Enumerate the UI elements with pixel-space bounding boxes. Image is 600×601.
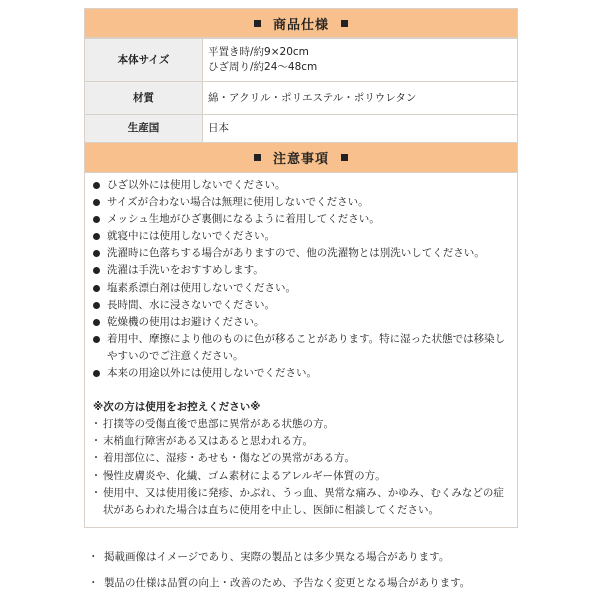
caution-item: メッシュ生地がひざ裏側になるように着用してください。 [89, 211, 517, 228]
caution-item: 着用中、摩擦により他のものに色が移ることがあります。特に湿った状態では移染しやすいのでご注意ください。 [89, 331, 517, 365]
spec-table [84, 38, 518, 143]
square-bullet-icon [254, 154, 261, 161]
caution-item: 洗濯時に色落ちする場合がありますので、他の洗濯物とは別洗いしてください。 [89, 245, 517, 262]
caution-item: サイズが合わない場合は無理に使用しないでください。 [89, 194, 517, 211]
bullet-dot-icon [93, 199, 100, 206]
middle-dot-mark: ・ [90, 418, 102, 431]
middle-dot-mark: ・ [90, 435, 102, 448]
caution-item: 長時間、水に浸さないでください。 [89, 297, 517, 314]
caution-item: 就寝中には使用しないでください。 [89, 228, 517, 245]
bullet-dot-icon [93, 182, 100, 189]
spec-row-size [85, 39, 518, 82]
contraindication-item: ・ 末梢血行障害がある又はあると思われる方。 [89, 433, 517, 450]
square-bullet-icon [254, 20, 261, 27]
contraindication-item: ・ 慢性皮膚炎や、化繊、ゴム素材によるアレルギー体質の方。 [89, 468, 517, 485]
spec-value-origin: 日本 [203, 115, 518, 143]
middle-dot-mark: ・ [90, 486, 102, 499]
caution-item: 本来の用途以外には使用しないでください。 [89, 365, 517, 382]
bullet-dot-icon [93, 233, 100, 240]
bullet-dot-icon [93, 267, 100, 274]
product-sheet [84, 8, 518, 528]
contraindication-item: ・ 着用部位に、湿疹・あせも・傷などの異常がある方。 [89, 450, 517, 467]
middle-dot-mark: ・ [88, 551, 99, 563]
caution-body [84, 173, 518, 528]
caution-item: ひざ以外には使用しないでください。 [89, 177, 517, 194]
square-bullet-icon [341, 154, 348, 161]
bullet-dot-icon [93, 285, 100, 292]
square-bullet-icon [341, 20, 348, 27]
bullet-dot-icon [93, 250, 100, 257]
middle-dot-mark: ・ [88, 577, 99, 589]
spec-value-size-flat: 平置き時/約9×20cm [208, 46, 309, 58]
caution-item: 乾燥機の使用はお避けください。 [89, 314, 517, 331]
footnote-item [88, 549, 558, 575]
contraindication-heading: ※次の方は使用をお控えください※ [93, 401, 261, 414]
spec-row-origin [85, 115, 518, 143]
bullet-dot-icon [93, 302, 100, 309]
spec-label-material: 材質 [85, 82, 203, 115]
spec-value-size [203, 39, 518, 82]
caution-section-header [84, 143, 518, 173]
caution-section-title: 注意事項 [272, 152, 329, 167]
bullet-dot-icon [93, 216, 100, 223]
middle-dot-mark: ・ [90, 469, 102, 482]
bullet-dot-icon [93, 370, 100, 377]
footnote-text: 掲載画像はイメージであり、実際の製品とは多少異なる場合があります。 [104, 551, 450, 563]
bullet-dot-icon [93, 336, 100, 343]
spacer [89, 382, 517, 399]
footnote-item [88, 575, 558, 601]
spec-value-material: 綿・アクリル・ポリエステル・ポリウレタン [203, 82, 518, 115]
footnote-text: 製品の仕様は品質の向上・改善のため、予告なく変更となる場合があります。 [104, 577, 471, 589]
contraindication-item: ・ 使用中、又は使用後に発疹、かぶれ、うっ血、異常な痛み、かゆみ、むくみなどの症状があらわれた場合は直ちに使用を中止し、医師に相談してください。 [90, 486, 504, 516]
caution-item: 塩素系漂白剤は使用しないでください。 [89, 280, 517, 297]
spec-label-size: 本体サイズ [85, 39, 203, 82]
contraindication-item: ・ 打撲等の受傷直後で患部に異常がある状態の方。 [89, 416, 517, 433]
spec-value-size-knee: ひざ周り/約24～48cm [208, 61, 318, 73]
spec-label-origin: 生産国 [85, 115, 203, 143]
spec-row-material [85, 82, 518, 115]
middle-dot-mark: ・ [90, 452, 102, 465]
spec-section-title: 商品仕様 [272, 17, 329, 33]
footnotes [88, 549, 558, 601]
spec-section-header [84, 8, 518, 38]
caution-item: 洗濯は手洗いをおすすめします。 [89, 262, 517, 279]
bullet-dot-icon [93, 319, 100, 326]
